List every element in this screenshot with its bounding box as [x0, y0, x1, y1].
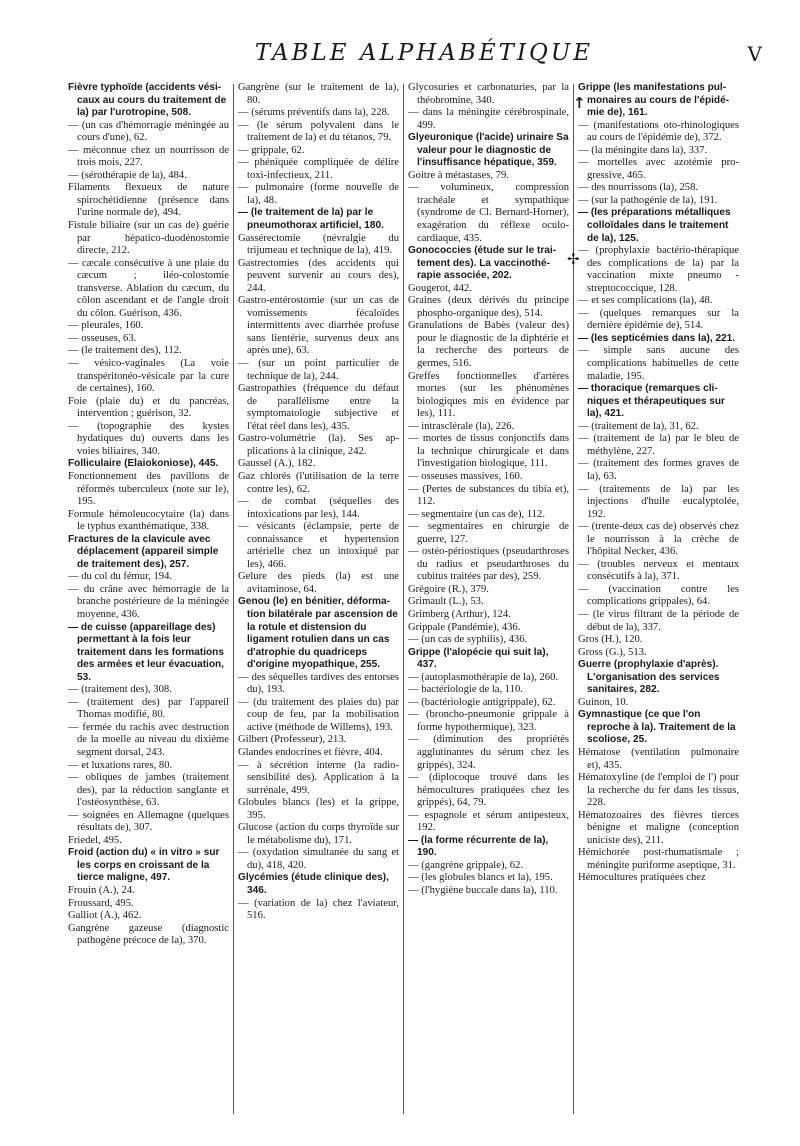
index-entry: — (la forme récurrente de la), 190. — [408, 834, 549, 859]
index-entry: Hématose (ventilation pulmonaire et), 435. — [578, 746, 739, 771]
index-entry: Globules blancs (les) et la grippe, 395. — [238, 797, 399, 821]
index-entry: Formule hémoleucocytaire (la) dans le typhus exanthématique, 338. — [68, 508, 229, 533]
index-entry: — (topographie des kystes hydatiques du) ouverts dans les voies biliaires, 340. — [68, 420, 229, 457]
index-entry: — (le traitement des), 112. — [68, 345, 182, 357]
index-entry: — (la méningite dans la), 337. — [578, 144, 708, 156]
index-entry: Hématozoaires des fièvres tierces bénigne et maligne (conception uniciste des), 211. — [578, 809, 739, 846]
index-entry: — dans la méningite cérébrospinale, 499. — [408, 107, 569, 131]
index-entry: Fièvre typhoïde (accidents vésicaux au cours du traitement de la) par l'urotropine, 508. — [68, 82, 227, 119]
index-entry: — (manifestations oto-rhinologiques au cours de l'épidémie de), 372. — [578, 119, 739, 144]
index-entry: Gymnastique (ce que l'on reproche à la). Traitement de la scoliose, 25. — [578, 709, 736, 746]
index-entry: — (le virus filtrant de la période de début de la), 337. — [578, 608, 739, 633]
index-entry: — (un cas de syphilis), 436. — [408, 634, 528, 646]
index-entry: — grippale, 62. — [238, 144, 305, 156]
index-entry: — ostéo-périostiques (pseudarthroses du radius et pseudarthroses du cubitus traitées par des), 259. — [408, 546, 569, 583]
index-entry: Filaments flexueux de nature spirochétidienne (présence dans l'urine normale de), 494. — [68, 182, 229, 219]
index-entry: Foie (plaie du) et du pancréas, intervention ; guérison, 32. — [68, 395, 229, 420]
index-entry: — (sérothérapie de la), 484. — [68, 169, 187, 181]
index-entry: — (sérums préventifs dans la), 228. — [238, 107, 390, 119]
index-entry: Glucose (action du corps thyroïde sur le métabolisme du), 171. — [238, 822, 399, 846]
index-entry: — (diminution des propriétés agglutinantes du sérum chez les grippés), 324. — [408, 734, 569, 771]
page-header — [68, 40, 780, 70]
index-entry: — de cuisse (appareillage des) permettant à la fois leur traitement dans les formations des armées et leur évacuation, 53. — [68, 621, 224, 683]
index-entry: — (traitement des) par l'appareil Thomas modifié, 80. — [68, 696, 229, 721]
index-entry: Granulations de Babès (valeur des) pour le diagnostic de la diphtérie et la recherche des porteurs de germes, 516. — [408, 320, 569, 370]
index-entry: — volumineux, compression trachéale et sympathique (syndrome de Cl. Bernard-Horner), exagération du réflexe oculo-cardiaque, 435. — [408, 182, 569, 244]
index-entry: Grippe (l'alopécie qui suit la), 437. — [408, 646, 549, 671]
index-entry: — (quelques remarques sur la dernière épidémie de), 514. — [578, 307, 739, 332]
handwritten-arrow-mark: ↑ — [573, 94, 586, 112]
column-divider — [233, 84, 234, 1114]
index-entry: Grégoire (R.), 379. — [408, 583, 489, 595]
index-entry: Gaussel (A.), 182. — [238, 458, 316, 470]
index-entry: — thoracique (remarques cliniques et thérapeutiques sur la), 421. — [578, 383, 725, 420]
index-entry: — (les septicémies dans la), 221. — [578, 332, 736, 344]
index-entry: — (troubles nerveux et mentaux consécutifs à la), 371. — [578, 558, 739, 583]
index-entry: — mortes de tissus conjonctifs dans la technique chirurgicale et dans l'investigation biologique, 111. — [408, 433, 569, 470]
index-entry: — intrasclérale (la), 226. — [408, 420, 515, 432]
index-entry: — soignées en Allemagne (quelques résultats de), 307. — [68, 809, 229, 834]
index-entry: — à sécrétion interne (la radiosensibilité des). Application à la surrénale, 499. — [238, 759, 399, 796]
index-entry: — (l'hygiène buccale dans la), 110. — [408, 885, 558, 896]
index-entry: Gelure des pieds (la) est une avitaminose, 64. — [238, 571, 399, 595]
index-entry: — (variation de la) chez l'aviateur, 516. — [238, 897, 399, 922]
index-entry: — osseuses, 63. — [68, 332, 137, 344]
index-entry: — vésicants (éclampsie, perte de connaissance et hypertension artérielle chez un intoxiqué par les), 466. — [238, 521, 399, 570]
index-entry: — segmentaires en chirurgie de guerre, 127. — [408, 521, 569, 545]
index-entry: — cæcale consécutive à une plaie du cæcum ; iléo-colostomie transverse. Ablation du cæcum, du côlon ascendant et de l'angle droit du côlon. Guérison, 436. — [68, 257, 229, 319]
index-entry: Grimberg (Arthur), 124. — [408, 608, 511, 620]
index-entry: — fermée du rachis avec destruction de la moelle au niveau du dixième segment dorsal, 243. — [68, 721, 229, 758]
index-entry: Friedel, 495. — [68, 834, 122, 846]
index-entry: Greffes fonctionnelles d'artères mortes (sur les phénomènes biologiques mis en évidence par les), 111. — [408, 370, 569, 420]
index-entry: — (broncho-pneumonie grippale à forme hypothermique), 323. — [408, 709, 569, 733]
index-entry: — (du traitement des plaies du) par coup de feu, par la mobilisation active (méthode de Willems), 193. — [238, 696, 399, 733]
index-entry: Graines (deux dérivés du principe phospho-organique des), 514. — [408, 295, 569, 319]
index-entry: Gastro-volumétrie (la). Ses applications à la clinique, 242. — [238, 433, 399, 457]
index-entry: — (traitement de la) par le bleu de méthylène, 227. — [578, 433, 739, 457]
index-entry: Gangrène gazeuse (diagnostic pathogène précoce de la), 370. — [68, 922, 229, 947]
index-entry: Gros (H.), 120. — [578, 634, 643, 646]
index-entry: — mortelles avec azotémie progressive, 465. — [578, 157, 739, 181]
index-entry: — pleurales, 160. — [68, 320, 144, 332]
index-entry: — (prophylaxie bactério-thérapique des complications de la) par la vaccination mixte pneumo - streptococcique, 128. — [578, 245, 739, 294]
index-entry: — (sur un point particulier de technique de la), 244. — [238, 358, 399, 382]
index-entry: Grippale (Pandémie), 436. — [408, 621, 521, 633]
index-entry: — (traitement des formes graves de la), 63. — [578, 458, 739, 482]
index-entry: Hémocultures pratiquées chez — [578, 872, 706, 884]
index-entry: Glandes endocrines et fièvre, 404. — [238, 746, 383, 758]
index-entry: — du col du fémur, 194. — [68, 571, 173, 583]
index-entry: — pulmonaire (forme nouvelle de la), 48. — [238, 182, 399, 206]
index-entry: Goitre à métastases, 79. — [408, 169, 509, 181]
index-entry: Glycosuries et carbonaturies, par la théobromine, 340. — [408, 82, 569, 106]
index-entry: — (Pertes de substances du tibia et), 112. — [408, 483, 569, 508]
index-entry: Gross (G.), 513. — [578, 646, 647, 658]
index-entry: Genou (le) en bénitier, déformation bilatérale par ascension de la rotule et distension du ligament rotulien dans un cas d'atrophie du quadriceps d'origine myopathique, 255. — [238, 596, 398, 671]
index-entry: — (vaccination contre les complications grippales), 64. — [578, 583, 739, 608]
index-entry: — (un cas d'hémorragie méningée au cours d'une), 62. — [68, 119, 229, 144]
index-entry: — (les préparations métalliques colloïdales dans le traitement de la), 125. — [578, 207, 731, 244]
index-entry: Guerre (prophylaxie d'après). L'organisation des services sanitaires, 282. — [578, 659, 720, 696]
index-columns — [68, 82, 784, 1132]
index-entry: Glycémies (étude clinique des), 346. — [238, 872, 389, 896]
index-entry: — bactériologie de la, 110. — [408, 684, 523, 696]
index-entry: — et ses complications (la), 48. — [578, 295, 713, 307]
index-column-4 — [578, 82, 739, 1132]
index-entry: Guinon, 10. — [578, 696, 629, 708]
index-entry: Galliot (A.), 462. — [68, 910, 142, 922]
index-entry: — (traitement de la), 31, 62. — [578, 420, 699, 432]
index-entry: — phéniquée compliquée de délire toxi-infectieux, 211. — [238, 157, 399, 181]
index-entry: — (gangrène grippale), 62. — [408, 859, 524, 871]
index-entry: Gassérectomie (névralgie du trijumeau et technique de la), 419. — [238, 232, 399, 257]
index-entry: Gaz chlorés (l'utilisation de la terre contre les), 62. — [238, 470, 399, 495]
index-entry: — simple sans aucune des complications habituelles de cette maladie, 195. — [578, 345, 739, 382]
column-divider — [403, 84, 404, 1114]
index-entry: Frouin (A.), 24. — [68, 885, 135, 896]
index-column-1 — [68, 82, 229, 1132]
index-entry: — et luxations rares, 80. — [68, 759, 173, 771]
index-entry: — de combat (séquelles des intoxications par les), 144. — [238, 496, 399, 520]
index-entry: — (autoplasmothérapie de la), 260. — [408, 671, 559, 683]
index-entry: — obliques de jambes (traitement des), par la réduction sanglante et l'ostéosynthèse, 63. — [68, 772, 229, 809]
index-entry: Hémichorée post-rhumatismale ; méningite puriforme aseptique, 31. — [578, 847, 739, 871]
index-entry: Gonococcies (étude sur le traitement des). La vaccinothérapie associée, 202. — [408, 245, 557, 282]
index-entry: — (le traitement de la) par le pneumothorax artificiel, 180. — [238, 207, 384, 232]
index-column-2 — [238, 82, 399, 1132]
index-column-3 — [408, 82, 569, 1132]
index-entry: — vésico-vaginales (La voie transpéritonéo-vésicale par la cure de certaines), 160. — [68, 358, 229, 395]
index-entry: Folliculaire (Elaiokoniose), 445. — [68, 458, 219, 470]
index-entry: — (traitement des), 308. — [68, 684, 172, 696]
index-entry: — (trente-deux cas de) observés chez le nourrisson à la crèche de l'hôpital Necker, 436. — [578, 521, 739, 558]
index-entry: Gangrène (sur le traitement de la), 80. — [238, 82, 399, 106]
column-divider — [573, 84, 574, 1114]
index-entry: — méconnue chez un nourrisson de trois mois, 227. — [68, 144, 229, 169]
index-entry: — du crâne avec hémorragie de la branche postérieure de la méningée moyenne, 436. — [68, 583, 229, 620]
index-entry: — (le sérum polyvalent dans le traitement de la) et du tétanos, 79. — [238, 119, 399, 144]
page-title: TABLE ALPHABÉTIQUE — [254, 40, 594, 66]
index-entry: Gastro-entérostomie (sur un cas de vomissements fécaloïdes intermittents avec diarrhée profuse sans lientérie, survenus deux ans après une), 63. — [238, 295, 399, 357]
index-entry: Gastrectomies (des accidents qui peuvent survenir au cours des), 244. — [238, 257, 399, 294]
index-entry: — des séquelles tardives des entorses du), 193. — [238, 671, 399, 696]
index-entry: Froid (action du) « in vitro » sur les corps en croissant de la tierce maligne, 497. — [68, 847, 220, 884]
index-entry: Froussard, 495. — [68, 897, 134, 909]
index-entry: — osseuses massives, 160. — [408, 470, 523, 482]
index-entry: Fistule biliaire (sur un cas de) guérie par hépatico-duodénostomie directe, 212. — [68, 220, 229, 257]
index-entry: — (bactériologie antigrippale), 62. — [408, 696, 556, 708]
index-entry: Fractures de la clavicule avec déplacement (appareil simple de traitement des), 257. — [68, 533, 219, 570]
index-entry: Hématoxyline (de l'emploi de l') pour la recherche du fer dans les tissus, 228. — [578, 772, 739, 809]
index-entry: — (traitements de la) par les injections d'huile eucalyptolée, 192. — [578, 483, 739, 520]
index-entry: Gilbert (Professeur), 213. — [238, 734, 347, 746]
index-entry: — des nourrissons (la), 258. — [578, 182, 699, 194]
index-entry: Grimault (L.), 53. — [408, 596, 484, 608]
index-entry: Fonctionnement des pavillons de réformés tuberculeux (note sur le), 195. — [68, 470, 229, 508]
index-entry: Glyeuronique (l'acide) urinaire Sa valeur pour le diagnostic de l'insuffisance hépatique, 359. — [408, 132, 569, 169]
index-entry: — (diplocoque trouvé dans les hémocultures pratiquées chez les grippés), 64, 79. — [408, 772, 569, 809]
page-number: V — [747, 42, 762, 66]
index-entry: Grippe (les manifestations pulmonaires au cours de l'épidémie de), 161. — [578, 82, 730, 119]
index-entry: Gastropathies (fréquence du défaut de parallélisme entre la symptomatologie subjective et l'état réel dans les), 435. — [238, 383, 399, 432]
handwritten-cross-mark: ✢ — [567, 250, 580, 268]
index-entry: Gougerot, 442. — [408, 282, 472, 294]
index-entry: — (sur la pathogénie de la), 191. — [578, 194, 718, 206]
index-entry: — segmentaire (un cas de), 112. — [408, 508, 545, 520]
index-entry: — (oxydation simultanée du sang et du), 418, 420. — [238, 847, 399, 871]
index-entry: — (les globules blancs et la), 195. — [408, 872, 553, 884]
index-entry: — espagnole et sérum antipesteux, 192. — [408, 809, 569, 834]
